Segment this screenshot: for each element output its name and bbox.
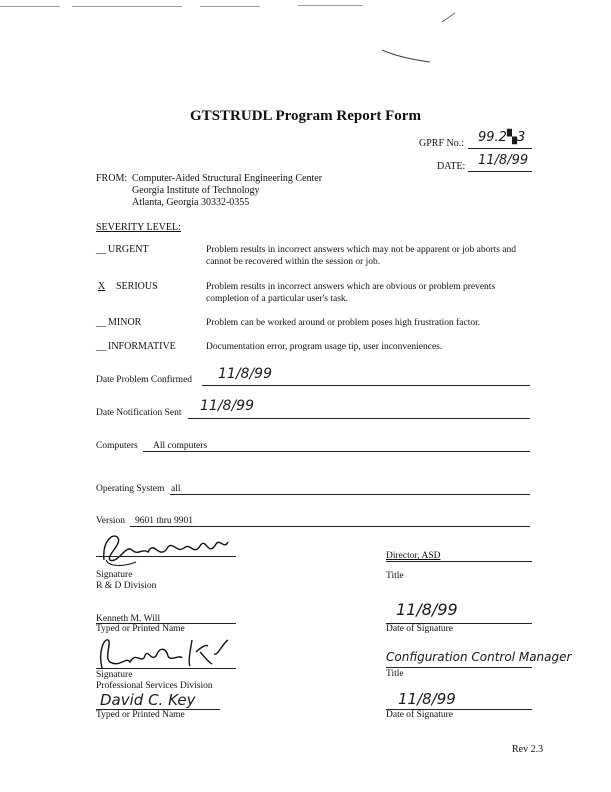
from-line-3: Atlanta, Georgia 30332-0355 [132, 197, 250, 208]
scan-artifact [0, 6, 60, 7]
date-label: DATE: [437, 161, 466, 172]
scan-artifact [72, 6, 182, 7]
from-label: FROM: [96, 173, 128, 184]
date-notification-label: Date Notification Sent [96, 408, 182, 418]
computers-label: Computers [96, 441, 138, 451]
date-confirmed-line [202, 385, 530, 386]
title-2-line [386, 667, 532, 668]
version-label: Version [96, 516, 126, 526]
title-2-value: Configuration Control Manager [386, 650, 572, 664]
severity-desc-serious: Problem results in incorrect answers which are obvious or problem prevents completion of a particular user's task. [206, 282, 496, 304]
severity-heading: SEVERITY LEVEL: [96, 222, 181, 233]
date-confirmed-value: 11/8/99 [218, 366, 272, 382]
title-1-value: Director, ASD [386, 551, 441, 561]
version-value: 9601 thru 9901 [135, 516, 194, 526]
os-label: Operating System [96, 484, 165, 494]
signature-2 [96, 632, 236, 672]
computers-value: All computers [153, 441, 208, 451]
date-value: 11/8/99 [478, 153, 529, 168]
name-1-label: Typed or Printed Name [96, 624, 185, 634]
name-2-label: Typed or Printed Name [96, 710, 185, 720]
severity-mark-urgent: __ [96, 244, 106, 255]
name-2-value: David C. Key [100, 691, 196, 709]
from-line-1: Computer-Aided Structural Engineering Center [132, 173, 323, 184]
signature-1 [96, 530, 236, 570]
signature-1-line [96, 556, 236, 557]
date-confirmed-label: Date Problem Confirmed [96, 375, 193, 385]
from-line-2: Georgia Institute of Technology [132, 185, 260, 196]
severity-mark-serious: X [98, 281, 106, 292]
severity-desc-urgent: Problem results in incorrect answers which may not be apparent or job aborts and cannot be recovered within the session or job. [206, 245, 516, 267]
severity-mark-minor: __ [96, 317, 106, 328]
signature-2-division: Professional Services Division [96, 681, 213, 691]
severity-desc-informative: Documentation error, program usage tip, user inconveniences. [206, 342, 443, 352]
form-title: GTSTRUDL Program Report Form [190, 108, 421, 124]
severity-label-minor: MINOR [108, 317, 142, 328]
signature-2-label: Signature [96, 670, 133, 680]
severity-mark-informative: __ [96, 341, 106, 352]
title-1-label: Title [386, 571, 404, 581]
gprf-label: GPRF No.: [419, 138, 465, 149]
signature-1-label: Signature [96, 570, 133, 580]
severity-label-urgent: URGENT [108, 244, 149, 255]
gprf-line [468, 148, 532, 149]
os-value: all [171, 484, 181, 494]
title-2-label: Title [386, 669, 404, 679]
severity-label-informative: INFORMATIVE [108, 341, 176, 352]
title-1-line [386, 561, 532, 562]
date-2-value: 11/8/99 [398, 690, 456, 708]
date-1-value: 11/8/99 [396, 600, 458, 619]
date-2-label: Date of Signature [386, 710, 454, 720]
scan-artifact [298, 5, 363, 6]
date-notification-value: 11/8/99 [200, 398, 254, 414]
date-line [468, 171, 532, 172]
date-1-label: Date of Signature [386, 624, 454, 634]
signature-1-division: R & D Division [96, 581, 157, 591]
date-notification-line [188, 418, 530, 419]
gprf-value: 99.2▚3 [478, 130, 526, 145]
scan-mark [440, 10, 460, 25]
os-line [170, 494, 530, 495]
name-1-value: Kenneth M. Will [96, 614, 161, 624]
severity-desc-minor: Problem can be worked around or problem poses high frustration factor. [206, 318, 481, 328]
scan-mark [380, 40, 440, 70]
severity-label-serious: SERIOUS [116, 281, 158, 292]
scan-artifact [200, 6, 260, 7]
revision-label: Rev 2.3 [512, 744, 544, 755]
